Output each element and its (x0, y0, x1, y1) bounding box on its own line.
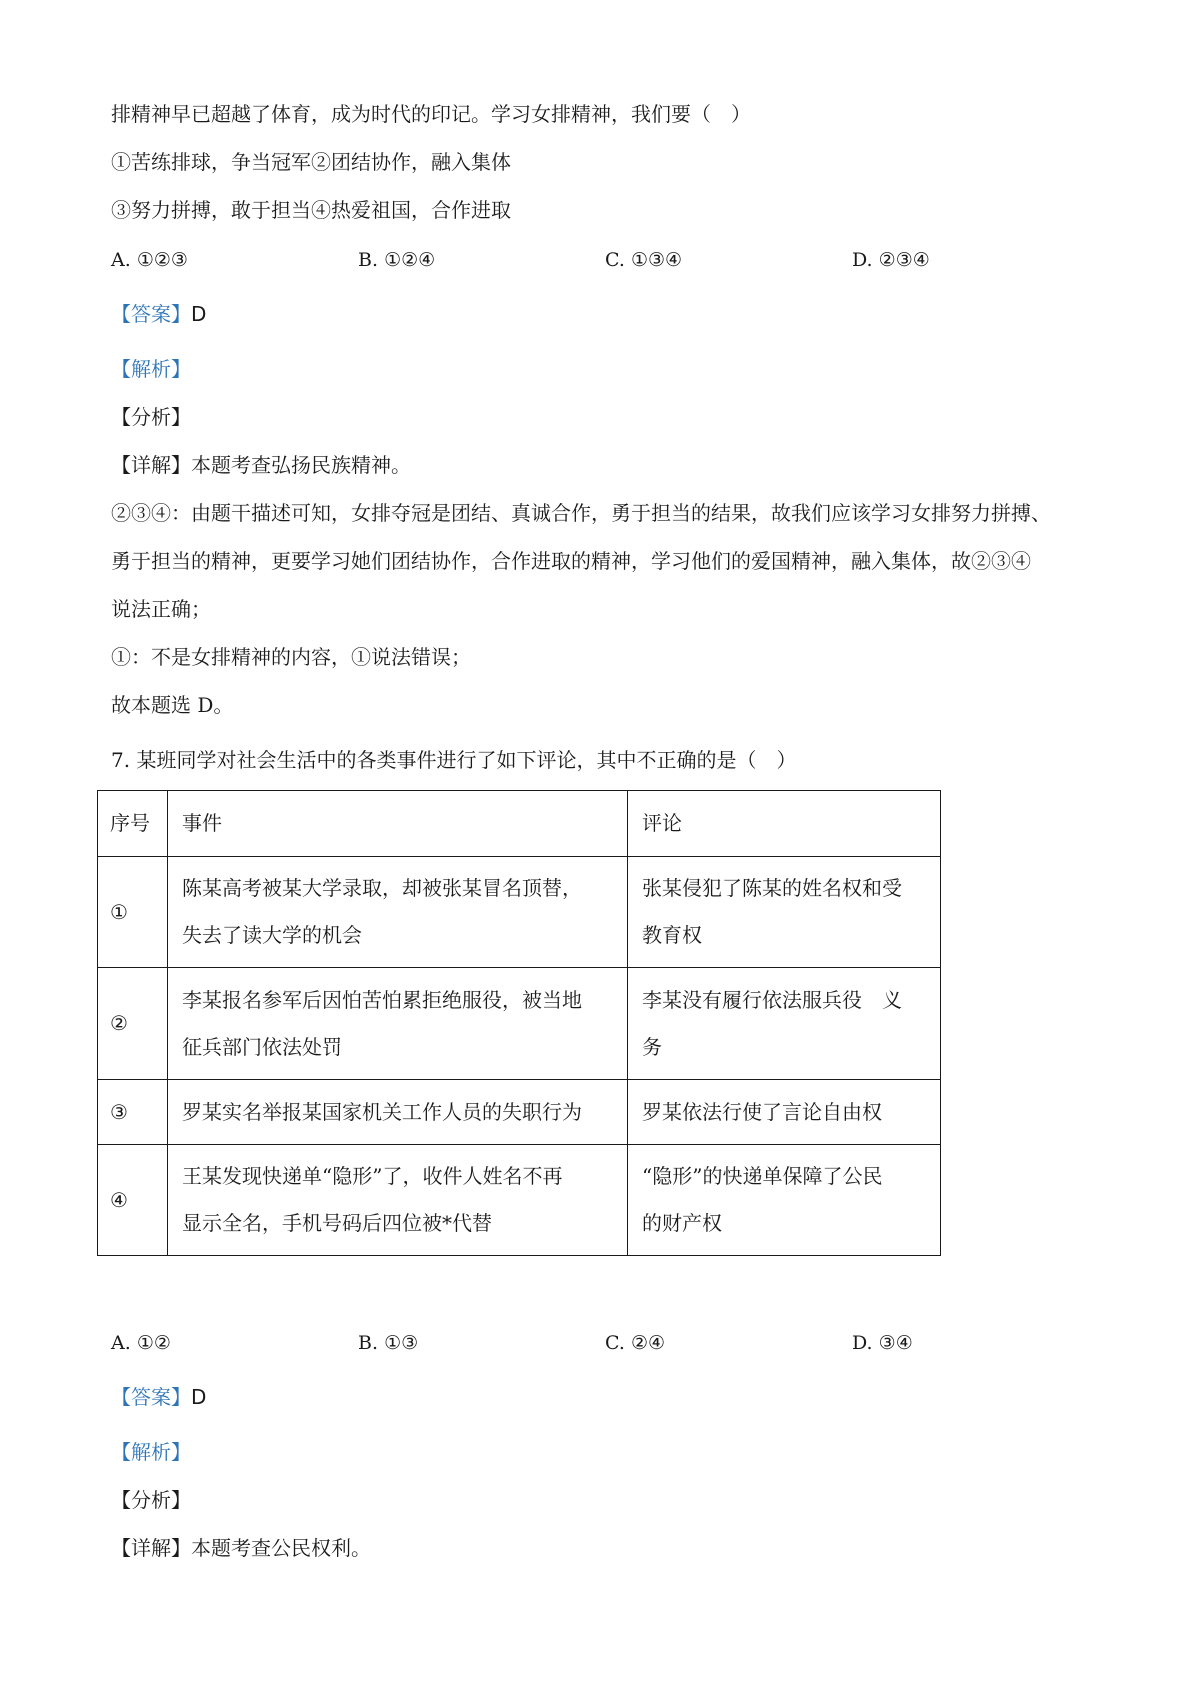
row-index: ③ (98, 1080, 168, 1145)
q6-explain-line-1: ②③④：由题干描述可知，女排夺冠是团结、真诚合作，勇于担当的结果，故我们应该学习女排努力拼搏、 (111, 501, 1051, 525)
q7-option-a: A. ①② (111, 1332, 171, 1354)
q6-explain-line-2: 勇于担当的精神，更要学习她们团结协作，合作进取的精神，学习他们的爱国精神，融入集体，故②③④ (111, 549, 1031, 573)
q7-table (97, 790, 941, 1256)
q6-stem: 排精神早已超越了体育，成为时代的印记。学习女排精神，我们要（ ） (111, 102, 751, 126)
q7-option-d: D. ③④ (852, 1332, 913, 1354)
q6-items-line-1: ①苦练排球，争当冠军②团结协作，融入集体 (111, 150, 511, 174)
q6-option-b: B. ①②④ (358, 249, 436, 271)
q6-option-d: D. ②③④ (852, 249, 930, 271)
row-event: 李某报名参军后因怕苦怕累拒绝服役，被当地 征兵部门依法处罚 (168, 968, 628, 1080)
q6-items-line-2: ③努力拼搏，敢于担当④热爱祖国，合作进取 (111, 198, 511, 222)
q7-option-c: C. ②④ (605, 1332, 666, 1354)
q6-fenxi: 【分析】 (111, 405, 191, 429)
q6-option-a: A. ①②③ (111, 249, 188, 271)
row-index: ④ (98, 1145, 168, 1256)
row-event: 陈某高考被某大学录取，却被张某冒名顶替， 失去了读大学的机会 (168, 857, 628, 968)
q6-explain-line-4: ①：不是女排精神的内容，①说法错误； (111, 645, 471, 669)
row-comment: 李某没有履行依法服兵役 义 务 (628, 968, 941, 1080)
q6-explain-line-3: 说法正确； (111, 597, 211, 621)
row-event: 罗某实名举报某国家机关工作人员的失职行为 (168, 1080, 628, 1145)
table-row (98, 968, 941, 1080)
answer-tag: 【答案】 (111, 302, 191, 326)
q7-option-b: B. ①③ (358, 1332, 419, 1354)
q7-detail: 【详解】本题考查公民权利。 (111, 1536, 371, 1560)
q6-option-c: C. ①③④ (605, 249, 683, 271)
header-comment: 评论 (628, 791, 941, 857)
row-index: ② (98, 968, 168, 1080)
row-comment: 罗某依法行使了言论自由权 (628, 1080, 941, 1145)
row-comment: “隐形”的快递单保障了公民 的财产权 (628, 1145, 941, 1256)
q7-stem: 7. 某班同学对社会生活中的各类事件进行了如下评论，其中不正确的是（ ） (111, 748, 797, 772)
answer-value: D (191, 302, 207, 326)
q7-fenxi: 【分析】 (111, 1488, 191, 1512)
table-header-row (98, 791, 941, 857)
q6-conclusion: 故本题选 D。 (111, 693, 234, 717)
q6-answer (111, 300, 206, 328)
answer-tag: 【答案】 (111, 1385, 191, 1409)
q7-analysis-tag: 【解析】 (111, 1440, 191, 1464)
table-row (98, 857, 941, 968)
table-row (98, 1080, 941, 1145)
q6-analysis-tag: 【解析】 (111, 357, 191, 381)
answer-value: D (191, 1385, 207, 1409)
q6-detail: 【详解】本题考查弘扬民族精神。 (111, 453, 411, 477)
table-row (98, 1145, 941, 1256)
header-index: 序号 (98, 791, 168, 857)
row-comment: 张某侵犯了陈某的姓名权和受 教育权 (628, 857, 941, 968)
header-event: 事件 (168, 791, 628, 857)
row-index: ① (98, 857, 168, 968)
q7-answer (111, 1383, 206, 1411)
row-event: 王某发现快递单“隐形”了，收件人姓名不再 显示全名，手机号码后四位被*代替 (168, 1145, 628, 1256)
